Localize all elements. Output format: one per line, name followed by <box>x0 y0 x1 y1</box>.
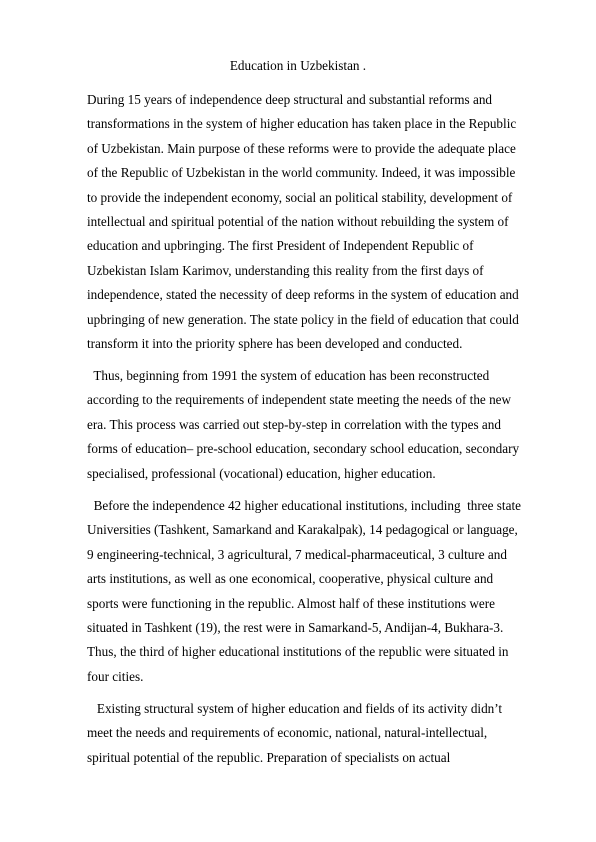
text-line: Thus, the third of higher educational institutions of the republic were situated in <box>87 644 509 660</box>
text-line: 9 engineering-technical, 3 agricultural, 7 medical-pharmaceutical, 3 culture and <box>87 546 507 562</box>
text-line: era. This process was carried out step-by-step in correlation with the types and <box>87 416 501 432</box>
text-line: forms of education– pre-school education, secondary school education, secondary <box>87 441 520 457</box>
text-line: of the Republic of Uzbekistan in the world community. Indeed, it was impossible <box>87 165 516 181</box>
text-line: to provide the independent economy, social an political stability, development of <box>87 189 513 205</box>
text-line: independence, stated the necessity of deep reforms in the system of education and <box>87 287 519 303</box>
text-line: Thus, beginning from 1991 the system of education has been reconstructed <box>87 368 490 383</box>
text-line: education and upbringing. The first President of Independent Republic of <box>87 238 474 254</box>
paragraph-2 <box>87 364 557 486</box>
paragraph-1 <box>87 88 557 356</box>
paragraph-3 <box>87 494 557 689</box>
document-title: Education in Uzbekistan . <box>229 58 367 73</box>
text-line: according to the requirements of independent state meeting the needs of the new <box>87 392 512 408</box>
text-line: of Uzbekistan. Main purpose of these reforms were to provide the adequate place <box>87 140 516 156</box>
text-line: arts institutions, as well as one economical, cooperative, physical culture and <box>87 571 494 587</box>
paragraph-4 <box>87 697 557 770</box>
text-line: specialised, professional (vocational) education, higher education. <box>87 465 436 481</box>
text-line: Universities (Tashkent, Samarkand and Karakalpak), 14 pedagogical or language, <box>87 522 518 538</box>
text-line: meet the needs and requirements of economic, national, natural-intellectual, <box>87 725 488 741</box>
text-line: Existing structural system of higher education and fields of its activity didn’t <box>87 701 503 716</box>
text-line: transformations in the system of higher education has taken place in the Republic <box>87 116 517 132</box>
text-line: situated in Tashkent (19), the rest were in Samarkand-5, Andijan-4, Bukhara-3. <box>87 620 504 636</box>
text-line: sports were functioning in the republic. Almost half of these institutions were <box>87 595 496 611</box>
text-line: Uzbekistan Islam Karimov, understanding this reality from the first days of <box>87 262 484 278</box>
text-line: transform it into the priority sphere has been developed and conducted. <box>87 336 463 352</box>
text-line: During 15 years of independence deep structural and substantial reforms and <box>87 92 493 107</box>
text-line: upbringing of new generation. The state policy in the field of education that could <box>87 311 519 327</box>
text-line: spiritual potential of the republic. Preparation of specialists on actual <box>87 749 451 765</box>
text-line: four cities. <box>87 668 144 684</box>
text-line: Before the independence 42 higher educational institutions, including three state <box>87 498 521 513</box>
text-line: intellectual and spiritual potential of the nation without rebuilding the system of <box>87 214 509 230</box>
